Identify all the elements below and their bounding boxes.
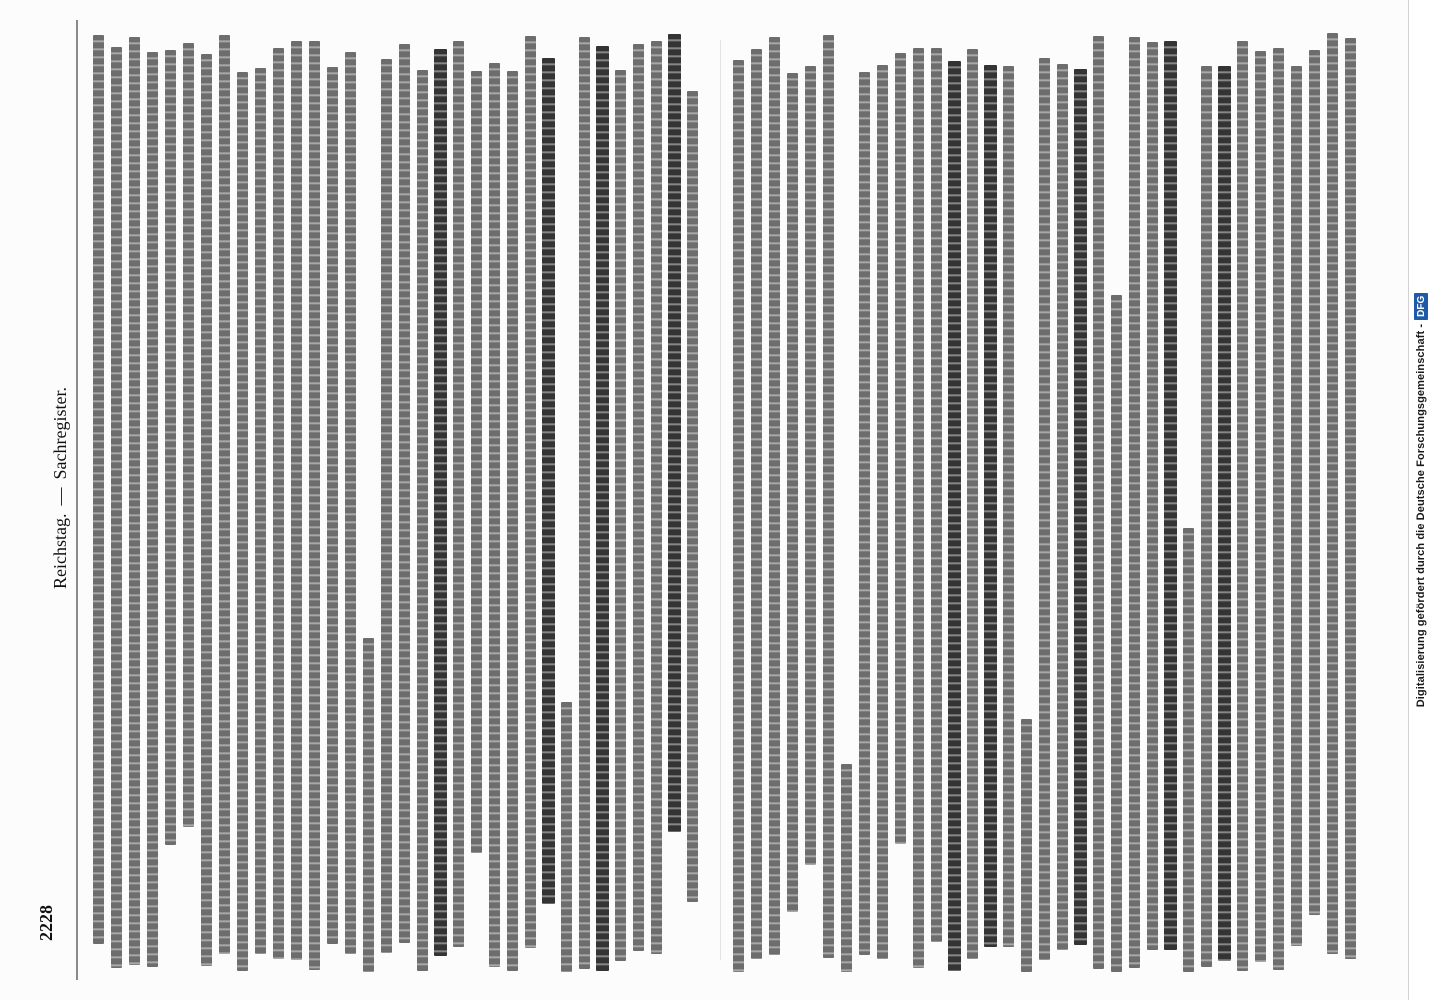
text-line: [200, 32, 213, 972]
text-line: [542, 32, 555, 972]
text-line: [596, 32, 609, 972]
text-line: [452, 32, 465, 972]
text-line: [1020, 32, 1033, 972]
text-line: [876, 32, 889, 972]
text-line: [668, 32, 681, 972]
running-head: [48, 358, 72, 618]
text-line: [1272, 32, 1285, 972]
text-line: [732, 32, 745, 972]
text-line: [218, 32, 231, 972]
index-column-right: [732, 32, 1372, 972]
page-number: 2228: [36, 905, 56, 941]
text-line: [822, 32, 835, 972]
text-line: [254, 32, 267, 972]
column-divider: [720, 40, 721, 960]
text-line: [786, 32, 799, 972]
text-line: [470, 32, 483, 972]
text-line: [1146, 32, 1159, 972]
text-line: [110, 32, 123, 972]
text-line: [128, 32, 141, 972]
text-line: [290, 32, 303, 972]
text-line: [488, 32, 501, 972]
text-line: [1002, 32, 1015, 972]
text-line: [750, 32, 763, 972]
text-line: [506, 32, 519, 972]
text-line: [840, 32, 853, 972]
text-line: [1128, 32, 1141, 972]
text-line: [560, 32, 573, 972]
text-line: [912, 32, 925, 972]
text-line: [1218, 32, 1231, 972]
text-line: [1164, 32, 1177, 972]
text-line: [1038, 32, 1051, 972]
text-line: [1092, 32, 1105, 972]
running-head-separator: —: [50, 487, 70, 506]
text-line: [1110, 32, 1123, 972]
text-line: [614, 32, 627, 972]
text-line: [1254, 32, 1267, 972]
text-line: [984, 32, 997, 972]
text-line: [1326, 32, 1339, 972]
text-line: [146, 32, 159, 972]
text-line: [948, 32, 961, 972]
text-line: [930, 32, 943, 972]
text-line: [632, 32, 645, 972]
text-line: [804, 32, 817, 972]
text-line: [434, 32, 447, 972]
text-line: [1236, 32, 1249, 972]
header-rule: [76, 20, 78, 980]
digitization-sidebar: [1408, 0, 1432, 1000]
text-line: [344, 32, 357, 972]
text-line: [236, 32, 249, 972]
text-line: [182, 32, 195, 972]
text-line: [768, 32, 781, 972]
text-line: [1056, 32, 1069, 972]
text-line: [92, 32, 105, 972]
dfg-logo: DFG: [1414, 293, 1428, 320]
text-line: [416, 32, 429, 972]
text-line: [1344, 32, 1357, 972]
digitization-caption: Digitalisierung gefördert durch die Deutsche Forschungsgemeinschaft -: [1415, 323, 1427, 708]
text-line: [164, 32, 177, 972]
text-line: [308, 32, 321, 972]
text-line: [1182, 32, 1195, 972]
text-line: [1308, 32, 1321, 972]
index-column-left: [92, 32, 712, 972]
text-line: [650, 32, 663, 972]
text-line: [398, 32, 411, 972]
text-line: [894, 32, 907, 972]
running-head-left: Reichstag.: [50, 513, 70, 589]
text-line: [380, 32, 393, 972]
text-line: [326, 32, 339, 972]
text-line: [1200, 32, 1213, 972]
text-line: [272, 32, 285, 972]
text-line: [686, 32, 699, 972]
text-line: [578, 32, 591, 972]
text-line: [524, 32, 537, 972]
text-line: [1074, 32, 1087, 972]
text-line: [362, 32, 375, 972]
text-line: [858, 32, 871, 972]
text-line: [966, 32, 979, 972]
text-line: [1290, 32, 1303, 972]
running-head-right: Sachregister.: [50, 387, 70, 480]
digitization-credit: [1411, 10, 1431, 990]
